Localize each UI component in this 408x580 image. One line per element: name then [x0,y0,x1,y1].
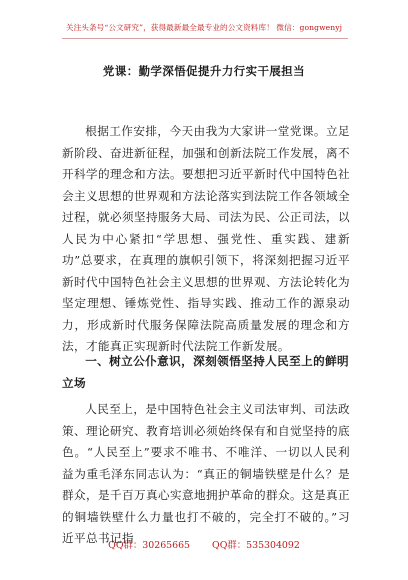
document-title: 党课：勤学深悟促提升力行实干展担当 [102,64,306,78]
page-header: 关注头条号“公文研究”，获得最新最全最专业的公文资料库！ 微信：gongwenyj [65,23,343,32]
page-footer [0,537,408,551]
section-heading-1: 一、树立公仆意识，深刻领悟坚持人民至上的鲜明立场 [62,354,350,390]
body-paragraph-1: 根据工作安排，今天由我为大家讲一堂党课。立足新阶段、奋进新征程，加强和创新法院工作发展，离不开科学的理念和方法。要想把习近平新时代中国特色社会主义思想的世界观和方法论落实到法院工作各领域全过程，就必须坚持服务大局、司法为民、公正司法，以人民为中心紧扣“学思想、强党性、重实践、建新功”总要求，在真理的旗帜引领下，将深刻把握习近平新时代中国特色社会主义思想的世界观、方法论转化为坚定理想、锤炼党性、指导实践、推动工作的源泉动力，形成新时代服务保障法院高质量发展的理念和方法，才能真正实现新时代法院工作新发展。 [62,124,350,353]
body-paragraph-2: 人民至上，是中国特色社会主义司法审判、司法政策、理论研究、教育培训必须始终保有和自觉坚持的底色。“人民至上”要求不唯书、不唯洋、一切以人民利益为重毛泽东同志认为：“真正的铜墙铁壁是什么？是群众，是千百万真心实意地拥护革命的群众。这是真正的铜墙铁壁什么力量也打不破的，完全打不破的。”习近平总书记指 [62,402,350,545]
footer-qq-group-1: QQ群：30265665 [108,540,191,551]
header-divider [62,38,348,39]
footer-qq-group-2: QQ群：535304092 [212,540,300,551]
